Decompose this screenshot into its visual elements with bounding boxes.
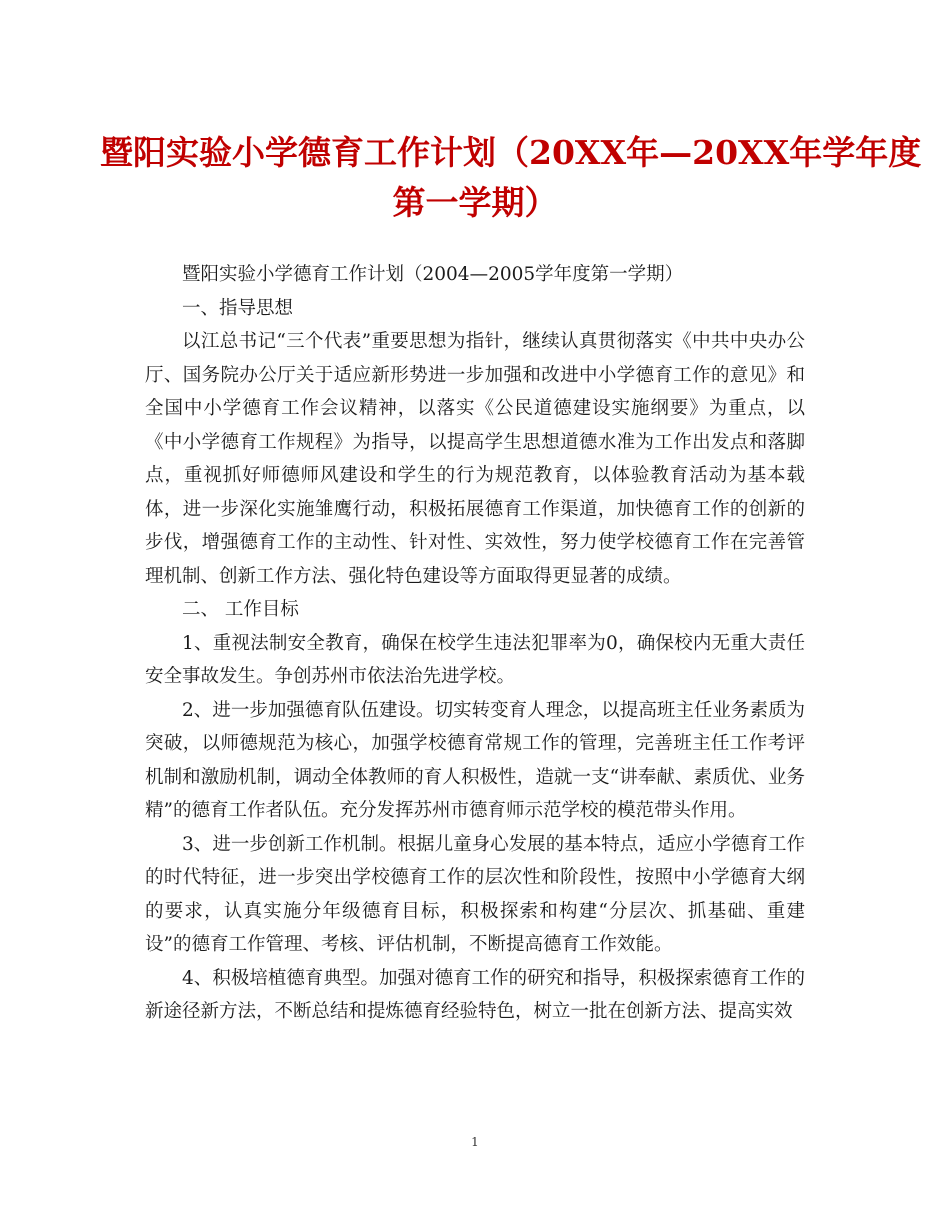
goal-item-2: 2、进一步加强德育队伍建设。切实转变育人理念，以提高班主任业务素质为突破，以师德规范为核心，加强学校德育常规工作的管理，完善班主任工作考评机制和激励机制，调动全体教师的育人积极性，造就一支“讲奉献、素质优、业务精”的德育工作者队伍。充分发挥苏州市德育师示范学校的模范带头作用。 <box>145 699 805 821</box>
document-title <box>100 128 922 228</box>
title-line-1: 暨阳实验小学德育工作计划（20XX年—20XX年学年度 <box>100 133 922 172</box>
document-body <box>145 258 805 1029</box>
page-number: 1 <box>471 1135 479 1149</box>
goal-item-1: 1、重视法制安全教育，确保在校学生违法犯罪率为0，确保校内无重大责任安全事故发生。争创苏州市依法治先进学校。 <box>145 632 805 687</box>
section-heading-guiding-ideology: 一、指导思想 <box>182 297 294 319</box>
title-line-2: 第一学期） <box>392 183 558 222</box>
guiding-ideology-paragraph: 以江总书记“三个代表”重要思想为指针，继续认真贯彻落实《中共中央办公厅、国务院办公厅关于适应新形势进一步加强和改进中小学德育工作的意见》和全国中小学德育工作会议精神，以落实《公民道德建设实施纲要》为重点，以《中小学德育工作规程》为指导，以提高学生思想道德水准为工作出发点和落脚点，重视抓好师德师风建设和学生的行为规范教育，以体验教育活动为基本载体，进一步深化实施雏鹰行动，积极拓展德育工作渠道，加快德育工作的创新的步伐，增强德育工作的主动性、针对性、实效性，努力使学校德育工作在完善管理机制、创新工作方法、强化特色建设等方面取得更显著的成绩。 <box>145 331 805 587</box>
document-subtitle: 暨阳实验小学德育工作计划（2004—2005学年度第一学期） <box>182 264 684 285</box>
section-heading-work-goals: 二、 工作目标 <box>182 599 299 620</box>
goal-item-4: 4、积极培植德育典型。加强对德育工作的研究和指导，积极探索德育工作的新途径新方法，不断总结和提炼德育经验特色，树立一批在创新方法、提高实效 <box>145 967 805 1022</box>
goal-item-3: 3、进一步创新工作机制。根据儿童身心发展的基本特点，适应小学德育工作的时代特征，进一步突出学校德育工作的层次性和阶段性，按照中小学德育大纲的要求，认真实施分年级德育目标，积极探索和构建“分层次、抓基础、重建设”的德育工作管理、考核、评估机制，不断提高德育工作效能。 <box>145 833 805 955</box>
